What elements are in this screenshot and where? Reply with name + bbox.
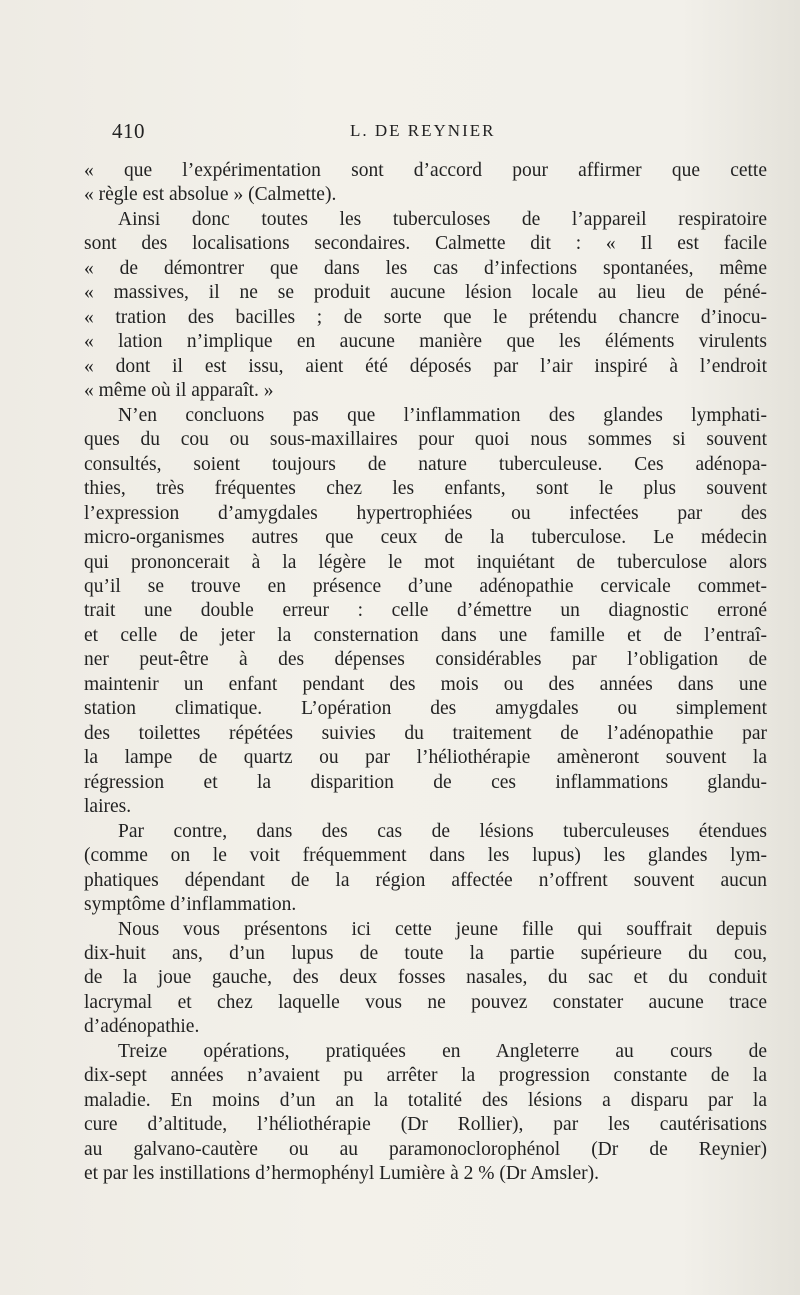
text-line: Nous vous présentons ici cette jeune fille qui souffrait depuis xyxy=(118,918,767,940)
text-line: « lation n’implique en aucune manière que les éléments virulents xyxy=(84,331,767,353)
text-line: thies, très fréquentes chez les enfants, sont le plus souvent xyxy=(84,478,767,500)
text-line: « même où il apparaît. » xyxy=(84,380,274,402)
text-line: dix-huit ans, d’un lupus de toute la partie supérieure du cou, xyxy=(84,943,767,964)
text-line: Par contre, dans des cas de lésions tuberculeuses étendues xyxy=(118,820,767,842)
text-line: « dont il est issu, aient été déposés par l’air inspiré à l’endroit xyxy=(84,355,767,377)
text-line: qu’il se trouve en présence d’une adénopathie cervicale commet- xyxy=(84,575,767,597)
text-line: « règle est absolue » (Calmette). xyxy=(84,184,337,206)
text-line: symptôme d’inflammation. xyxy=(84,894,297,916)
text-line: cure d’altitude, l’héliothérapie (Dr Rollier), par les cautérisations xyxy=(84,1114,767,1136)
text-line: lacrymal et chez laquelle vous ne pouvez constater aucune trace xyxy=(84,991,767,1013)
text-line: Treize opérations, pratiquées en Angleterre au cours de xyxy=(118,1040,767,1062)
text-line: maladie. En moins d’un an la totalité des lésions a disparu par la xyxy=(84,1089,767,1111)
text-line: de la joue gauche, des deux fosses nasales, du sac et du conduit xyxy=(84,967,767,989)
text-line: Ainsi donc toutes les tuberculoses de l’appareil respiratoire xyxy=(118,208,767,230)
text-line: laires. xyxy=(84,796,132,818)
text-line: et celle de jeter la consternation dans une famille et de l’entraî- xyxy=(84,624,767,646)
text-line: au galvano-cautère ou au paramonoclorophénol (Dr de Reynier) xyxy=(84,1138,767,1160)
text-line: « massives, il ne se produit aucune lésion locale au lieu de péné- xyxy=(84,282,767,304)
text-line: station climatique. L’opération des amygdales ou simplement xyxy=(84,698,767,720)
text-line: ques du cou ou sous-maxillaires pour quoi nous sommes si souvent xyxy=(84,429,767,451)
text-line: « de démontrer que dans les cas d’infections spontanées, même xyxy=(84,257,767,279)
text-line: sont des localisations secondaires. Calmette dit : « Il est facile xyxy=(84,233,767,255)
text-line: l’expression d’amygdales hypertrophiées ou infectées par des xyxy=(84,502,767,524)
text-line: la lampe de quartz ou par l’héliothérapie amèneront souvent la xyxy=(84,747,767,769)
page-number: 410 xyxy=(112,119,145,143)
text-line: « tration des bacilles ; de sorte que le prétendu chancre d’inocu- xyxy=(84,306,767,328)
text-line: phatiques dépendant de la région affectée n’offrent souvent aucun xyxy=(84,869,767,891)
text-line: ner peut-être à des dépenses considérables par l’obligation de xyxy=(84,649,767,671)
body-text xyxy=(84,159,767,1187)
text-line: qui prononcerait à la légère le mot inquiétant de tuberculose alors xyxy=(84,551,767,573)
text-line: trait une double erreur : celle d’émettre un diagnostic erroné xyxy=(84,600,767,622)
text-line: N’en concluons pas que l’inflammation des glandes lymphati- xyxy=(118,404,767,426)
text-line: micro-organismes autres que ceux de la tuberculose. Le médecin xyxy=(84,527,767,549)
text-line: (comme on le voit fréquemment dans les lupus) les glandes lym- xyxy=(84,845,767,867)
text-line: maintenir un enfant pendant des mois ou des années dans une xyxy=(84,673,767,695)
text-line: régression et la disparition de ces inflammations glandu- xyxy=(84,771,767,793)
page-header xyxy=(112,119,768,149)
text-line: d’adénopathie. xyxy=(84,1016,200,1038)
running-head: L. DE REYNIER xyxy=(350,121,496,140)
text-line: consultés, soient toujours de nature tuberculeuse. Ces adénopa- xyxy=(84,453,767,475)
text-line: et par les instillations d’hermophényl Lumière à 2 % (Dr Amsler). xyxy=(84,1163,599,1185)
text-line: « que l’expérimentation sont d’accord pour affirmer que cette xyxy=(84,160,767,181)
text-line: des toilettes répétées suivies du traitement de l’adénopathie par xyxy=(84,722,767,744)
text-line: dix-sept années n’avaient pu arrêter la progression constante de la xyxy=(84,1065,767,1087)
